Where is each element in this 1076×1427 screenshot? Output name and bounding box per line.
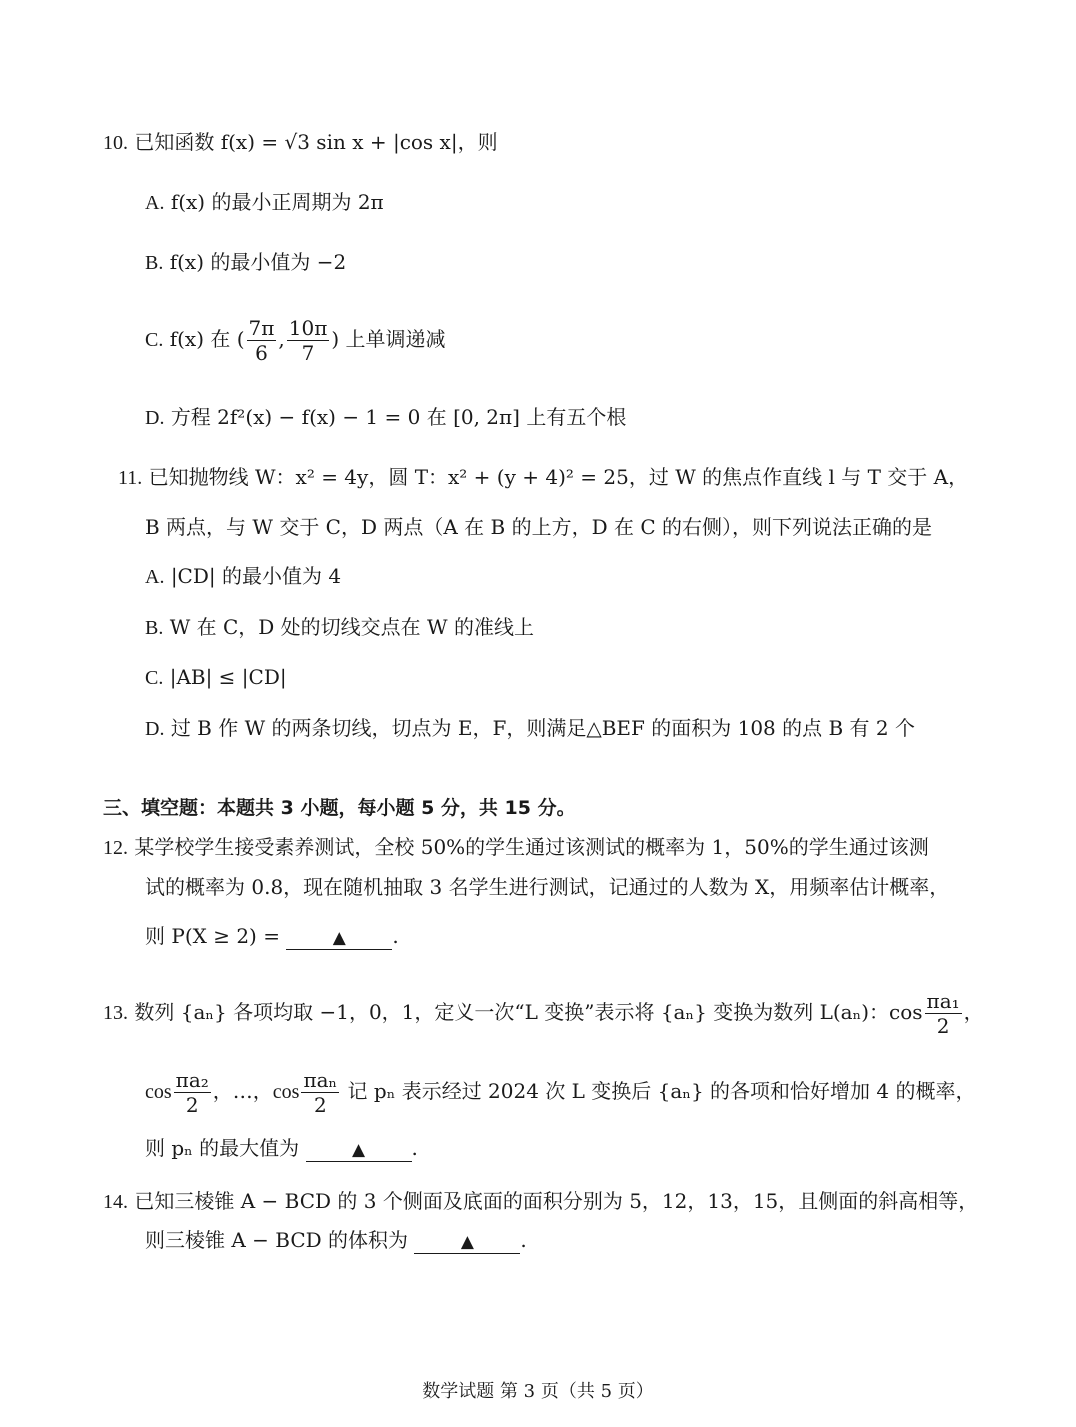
q13-line-2-rest: 记 pₙ 表示经过 2024 次 L 变换后 {aₙ} 的各项和恰好增加 4 的概率， <box>347 1079 976 1103</box>
q14-line-1 <box>103 1187 978 1216</box>
q14-line-2-suffix: . <box>520 1228 527 1252</box>
q10-stem: 已知函数 f(x) = √3 sin x + |cos x|，则 <box>134 130 498 154</box>
q10-option-c-fraction-1-denominator: 6 <box>255 341 268 365</box>
q10-option-c-suffix: ) 上单调递减 <box>331 327 446 351</box>
q13-line-3-suffix: . <box>411 1136 418 1160</box>
q10-option-d-letter: D. <box>145 407 165 429</box>
q10-number: 10. <box>103 132 128 154</box>
q11-option-c-letter: C. <box>145 667 164 689</box>
q11-option-b <box>145 613 534 642</box>
q12-answer-blank: ▲ <box>286 927 392 950</box>
q10-option-c-letter: C. <box>145 329 164 351</box>
q10-option-b-text: f(x) 的最小值为 −2 <box>169 250 347 274</box>
q14-line-2 <box>145 1226 527 1254</box>
q11-option-d <box>145 714 915 743</box>
q10-option-c <box>145 312 446 367</box>
q10-option-b <box>145 248 346 277</box>
q13-fraction-an-denominator: 2 <box>313 1093 327 1117</box>
q10-option-c-fraction-1-numerator: 7π <box>248 316 275 340</box>
q13-line-2 <box>145 1064 976 1119</box>
q12-number: 12. <box>103 837 128 859</box>
q11-option-b-letter: B. <box>145 617 164 639</box>
q13-line-1-text: 数列 {aₙ} 各项均取 −1，0，1，定义一次“L 变换”表示将 {aₙ} 变换为数列 L(aₙ)：cos <box>134 1000 923 1024</box>
page-footer: 数学试题 第 3 页（共 5 页） <box>422 1381 654 1402</box>
q10-option-d <box>145 403 626 432</box>
q13-fraction-a1-numerator: πa₁ <box>926 989 960 1013</box>
q13-fraction-a1 <box>925 989 962 1038</box>
q10-option-c-fraction-1 <box>247 316 277 365</box>
q11-option-a <box>145 562 341 591</box>
q13-line-3-prefix: 则 pₙ 的最大值为 <box>145 1136 300 1160</box>
q13-answer-blank: ▲ <box>306 1139 412 1162</box>
q12-line-1-text: 某学校学生接受素养测试，全校 50%的学生通过该测试的概率为 1，50%的学生通过该测 <box>134 835 929 859</box>
q13-fraction-an-numerator: πaₙ <box>303 1068 338 1092</box>
q12-line-3 <box>145 922 399 950</box>
q11-option-b-text: W 在 C，D 处的切线交点在 W 的准线上 <box>169 615 534 639</box>
q10-option-a <box>145 188 384 217</box>
q14-number: 14. <box>103 1191 128 1213</box>
q10-option-d-text: 方程 2f²(x) − f(x) − 1 = 0 在 [0, 2π] 上有五个根 <box>170 405 627 429</box>
q12-line-1 <box>103 833 929 862</box>
q12-line-3-suffix: . <box>392 924 399 948</box>
q11-option-c <box>145 663 287 692</box>
q13-fraction-an <box>301 1068 339 1117</box>
q13-line-1 <box>103 985 984 1040</box>
q13-line-3 <box>145 1134 418 1162</box>
q11-line-1-text: 已知抛物线 W：x² = 4y，圆 T：x² + (y + 4)² = 25，过 W 的焦点作直线 l 与 T 交于 A， <box>148 465 969 489</box>
q14-answer-blank: ▲ <box>414 1231 520 1254</box>
q12-line-2: 试的概率为 0.8，现在随机抽取 3 名学生进行测试，记通过的人数为 X，用频率估计概率， <box>145 875 950 899</box>
q10-option-a-letter: A. <box>145 192 165 214</box>
section-3-heading: 三、填空题：本题共 3 小题，每小题 5 分，共 15 分。 <box>103 797 576 819</box>
q12-line-3-prefix: 则 P(X ≥ 2) = <box>145 924 280 948</box>
q10-option-a-text: f(x) 的最小正周期为 2π <box>170 190 384 214</box>
q10-option-b-letter: B. <box>145 252 164 274</box>
q14-line-2-prefix: 则三棱锥 A − BCD 的体积为 <box>145 1228 409 1252</box>
q13-cos-label-1: cos <box>145 1081 172 1103</box>
q11-option-c-text: |AB| ≤ |CD| <box>169 665 287 689</box>
q10-option-c-fraction-2-numerator: 10π <box>288 316 328 340</box>
q13-number: 13. <box>103 1002 128 1024</box>
q11-option-a-text: |CD| 的最小值为 4 <box>170 564 342 588</box>
q10-option-c-separator: , <box>278 327 285 351</box>
q10-option-c-fraction-2-denominator: 7 <box>301 341 315 365</box>
q13-fraction-a2 <box>174 1068 211 1117</box>
q11-line-1 <box>118 463 968 492</box>
q13-cos-label-2: cos <box>272 1081 300 1103</box>
q11-option-a-letter: A. <box>145 566 165 588</box>
q13-line-1-end: ， <box>963 1000 984 1024</box>
q13-ellipsis: ，…， <box>212 1079 273 1103</box>
q11-number: 11. <box>118 467 143 489</box>
q10-option-c-fraction-2 <box>287 316 330 365</box>
q10-stem-line <box>103 128 498 157</box>
q10-option-c-prefix: f(x) 在 ( <box>169 327 245 351</box>
q13-fraction-a2-numerator: πa₂ <box>175 1068 209 1092</box>
q11-line-2: B 两点，与 W 交于 C，D 两点（A 在 B 的上方，D 在 C 的右侧），则下列说法正确的是 <box>145 515 933 539</box>
q11-option-d-letter: D. <box>145 718 165 740</box>
q14-line-1-text: 已知三棱锥 A − BCD 的 3 个侧面及底面的面积分别为 5，12，13，15，且侧面的斜高相等， <box>134 1189 979 1213</box>
q11-option-d-text: 过 B 作 W 的两条切线，切点为 E，F，则满足△BEF 的面积为 108 的点 B 有 2 个 <box>170 716 915 740</box>
q13-fraction-a2-denominator: 2 <box>185 1093 199 1117</box>
q13-fraction-a1-denominator: 2 <box>936 1014 950 1038</box>
